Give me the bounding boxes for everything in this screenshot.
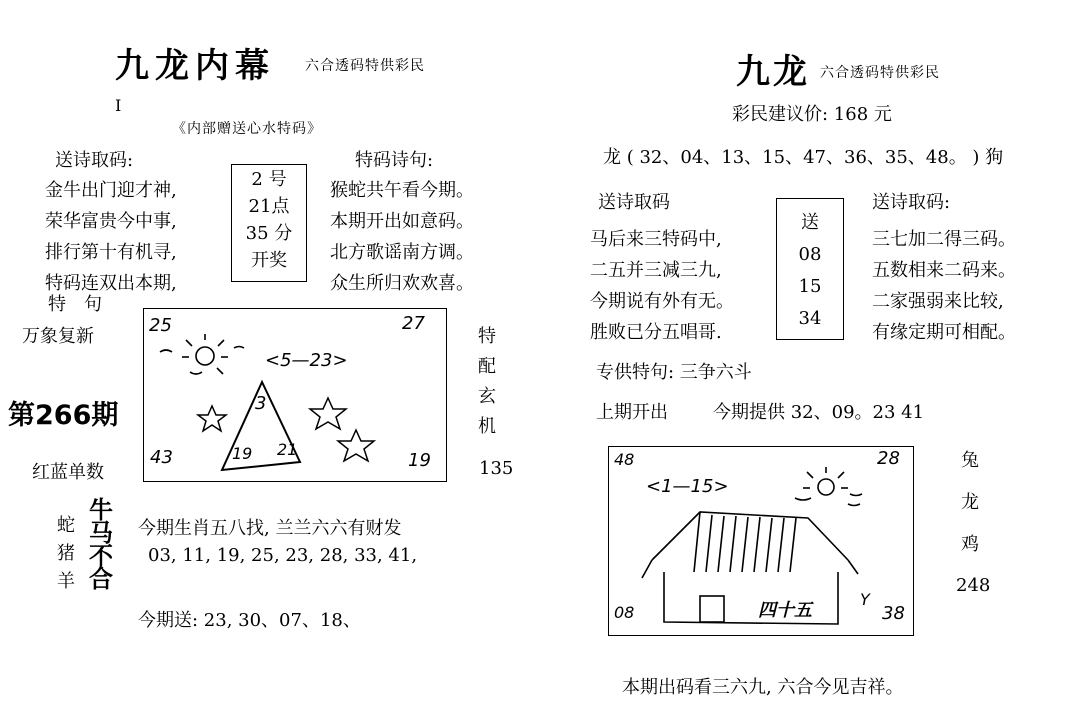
zodiac-char: 猪 <box>57 543 75 564</box>
poem-line: 有缘定期可相配。 <box>872 322 1016 343</box>
side-char: 兔 <box>961 450 979 471</box>
left-tejv-label: 特 句 <box>48 294 102 315</box>
last-period-label: 上期开出 <box>596 402 668 423</box>
right-poem-right-heading: 送诗取码: <box>872 192 951 213</box>
send-label: 送 <box>801 212 819 233</box>
left-phrase: 万象复新 <box>22 326 94 347</box>
side-char: 特 <box>478 326 496 347</box>
poem-line: 二家强弱来比较, <box>872 291 1004 312</box>
right-side-vertical <box>952 440 988 566</box>
poem-line: 今期说有外有无。 <box>590 291 734 312</box>
pic-corner-tr: 28 <box>877 448 900 469</box>
sun-icon <box>795 467 862 506</box>
right-side-number: 248 <box>956 575 991 596</box>
pic-corner-bl: 08 <box>614 603 635 622</box>
v-mark: Y <box>860 590 870 609</box>
draw-hour: 21点 <box>248 196 290 217</box>
pic-corner-tl: 25 <box>149 315 172 336</box>
zodiac-char: 合 <box>89 564 113 593</box>
pic-corner-bl: 43 <box>150 447 173 468</box>
zodiac-title: 今期生肖五八找, 兰兰六六有财发 <box>138 518 402 539</box>
send-number: 15 <box>798 276 822 297</box>
today-send: 今期送: 23, 30、07、18、 <box>138 610 361 631</box>
poem-line: 本期开出如意码。 <box>330 211 474 232</box>
side-char: 龙 <box>961 492 979 513</box>
pic-corner-br: 19 <box>408 450 431 471</box>
pic-top-text: <1—15> <box>646 476 729 497</box>
house-text: 四十五 <box>758 600 812 621</box>
triangle-left-number: 19 <box>232 444 253 463</box>
side-char: 配 <box>478 356 496 377</box>
draw-minute: 35 分 <box>245 223 293 244</box>
pic-corner-br: 38 <box>882 603 905 624</box>
provide-numbers: 今期提供 32、09。23 41 <box>713 402 925 423</box>
zodiac-char: 牛 <box>89 495 113 524</box>
triangle-right-number: 21 <box>277 440 298 459</box>
left-note: 《内部赠送心水特码》 <box>172 121 322 137</box>
left-poem-line: 荣华富贵今中事, <box>45 211 177 232</box>
left-subtitle: 六合透码特供彩民 <box>305 58 425 74</box>
zodiac-char: 不 <box>89 541 113 570</box>
poem-line: 三七加二得三码。 <box>872 229 1016 250</box>
poem-line: 马后来三特码中, <box>590 229 722 250</box>
side-char: 鸡 <box>961 534 979 555</box>
side-char: 玄 <box>478 386 496 407</box>
right-footer: 本期出码看三六九, 六合今见吉祥。 <box>622 677 904 698</box>
zodiac-char: 羊 <box>57 571 75 592</box>
red-blue-label: 红蓝单数 <box>32 462 104 483</box>
zodiac-char: 蛇 <box>57 515 75 536</box>
right-title: 九龙 <box>736 52 810 92</box>
special-phrase: 专供特句: 三争六斗 <box>596 362 752 383</box>
poem-line: 胜败已分五唱哥. <box>590 322 722 343</box>
left-side-number: 135 <box>479 458 514 479</box>
right-subtitle: 六合透码特供彩民 <box>820 65 940 81</box>
side-char: 机 <box>478 416 496 437</box>
draw-label: 开奖 <box>251 250 287 271</box>
poem-line: 众生所归欢欢喜。 <box>330 273 474 294</box>
left-poem-heading: 送诗取码: <box>55 150 134 171</box>
pic-corner-tr: 27 <box>402 313 425 334</box>
house-icon <box>642 512 858 624</box>
left-poem-line: 特码连双出本期, <box>45 273 177 294</box>
zodiac-char: 马 <box>89 518 113 547</box>
right-price: 彩民建议价: 168 元 <box>732 104 892 125</box>
left-poem-right-heading: 特码诗句: <box>355 150 434 171</box>
period-label: 第266期 <box>8 400 119 431</box>
poem-line: 五数相来二码来。 <box>872 260 1016 281</box>
poem-line: 猴蛇共午看今期。 <box>330 180 474 201</box>
send-number: 34 <box>798 308 822 329</box>
left-title: 九龙内幕 <box>115 46 275 86</box>
pic-top-text: <5—23> <box>265 350 348 371</box>
left-poem-line: 排行第十有机寻, <box>45 242 177 263</box>
right-poem-heading: 送诗取码 <box>598 192 670 213</box>
dragon-line: 龙 ( 32、04、13、15、47、36、35、48。 ) 狗 <box>603 147 1004 168</box>
left-mark: I <box>115 96 122 115</box>
poem-line: 二五并三减三九, <box>590 260 722 281</box>
zodiac-numbers: 03, 11, 19, 25, 23, 28, 33, 41, <box>148 545 418 566</box>
triangle-top-number: 3 <box>255 393 267 414</box>
pic-corner-tl: 48 <box>614 450 635 469</box>
send-number: 08 <box>798 244 822 265</box>
left-poem-line: 金牛出门迎才神, <box>45 180 177 201</box>
poem-line: 北方歌谣南方调。 <box>330 242 474 263</box>
draw-date: 2 号 <box>251 169 287 190</box>
